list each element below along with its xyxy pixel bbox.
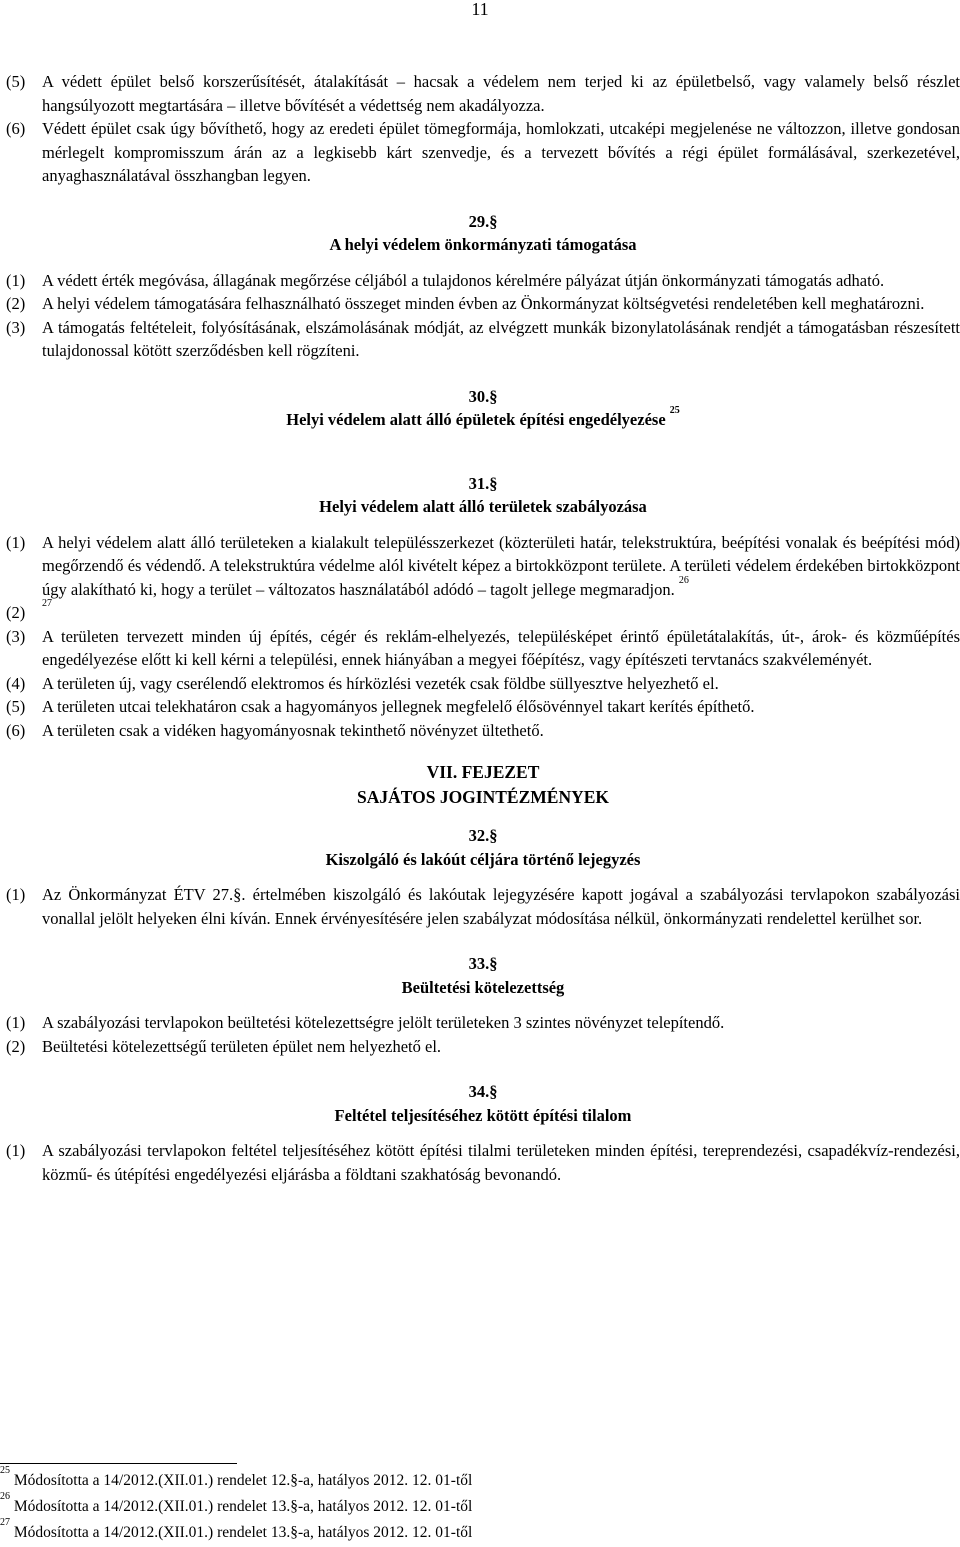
chapter-number: VII. FEJEZET — [426, 762, 540, 782]
footnote-ref[interactable]: 27 — [42, 598, 52, 609]
paragraph — [6, 269, 960, 293]
footnote — [0, 1491, 960, 1520]
paragraph-text: A helyi védelem támogatására felhasználható összeget minden évben az Önkormányzat költségvetési rendeletében kell meghatározni. — [42, 294, 925, 313]
footnote-text: Módosította a 14/2012.(XII.01.) rendelet 13.§-a, hatályos 2012. 12. 01-től — [13, 1524, 473, 1541]
paragraph-text: A támogatás feltételeit, folyósításának, elszámolásának módját, az elvégzett munkák bizonylatolásának rendjét a támogatásban részesített tulajdonossal kötött szerződésben kell rögzíteni. — [42, 317, 960, 360]
section-title: Beültetési kötelezettség — [401, 977, 565, 997]
paragraph — [6, 883, 960, 930]
paragraph — [6, 117, 960, 188]
section-number: 29.§ — [468, 211, 498, 231]
paragraph-number: (2) — [6, 1036, 26, 1056]
page-number: 11 — [471, 0, 489, 19]
paragraph — [6, 672, 960, 696]
paragraph-number: (5) — [6, 72, 26, 91]
section-number: 32.§ — [468, 826, 498, 845]
paragraph — [6, 292, 960, 316]
section-title: A helyi védelem önkormányzati támogatása — [329, 235, 637, 254]
paragraph-text: A szabályozási tervlapokon feltétel teljesítéséhez kötött építési tilalmi területeken minden építési, tereprendezési, csapadékvíz-rendezési, közmű- és útépítési engedélyezési eljárásba a földtani szakhatóság bevonandó. — [42, 1141, 960, 1184]
paragraph-text: Védett épület csak úgy bővíthető, hogy az eredeti épület tömegformája, homlokzati, utcaképi megjelenése ne változzon, illetve gondosan mérlegelt kompromisszum árán az a legkisebb kárt szenvedje, és a tervezett bővítés a régi épület formálásával, szerkezetével, anyaghasználatával összhangban legyen. — [42, 119, 960, 185]
paragraph-text: A területen új, vagy cserélendő elektromos és hírközlési vezeték csak földbe süllyesztve helyezhető el. — [42, 673, 719, 693]
paragraph-text: Az Önkormányzat ÉTV 27.§. értelmében kiszolgáló és lakóutak lejegyzésére kapott jogával a szabályozási tervlapokon szabályozási vonallal jelölt helyeken élni kíván. Ennek érvényesítésére jelen szabályzat módosítása nélkül, önkormányzati rendelettel kerülhet sor. — [42, 885, 960, 928]
section-title: Helyi védelem alatt álló területek szabályozása — [319, 497, 647, 516]
paragraph — [6, 531, 960, 602]
section-number: 30.§ — [468, 386, 498, 406]
paragraph-text: A védett épület belső korszerűsítését, átalakítását – hacsak a védelem nem terjed ki az épületbelső, vagy valamely belső részlet hangsúlyozott megtartására – illetve bővítését a védettség nem akadályozza. — [42, 72, 960, 115]
section-title-text: Helyi védelem alatt álló épületek építési engedélyezése — [286, 410, 666, 429]
section-title: Kiszolgáló és lakóút céljára történő lejegyzés — [325, 849, 641, 869]
footnote-text: Módosította a 14/2012.(XII.01.) rendelet 12.§-a, hatályos 2012. 12. 01-től — [13, 1472, 473, 1489]
paragraph — [6, 316, 960, 363]
paragraph-number: (6) — [6, 720, 26, 740]
chapter-title: SAJÁTOS JOGINTÉZMÉNYEK — [356, 787, 610, 807]
paragraph-number: (4) — [6, 673, 26, 693]
paragraph-number: (1) — [6, 270, 26, 290]
paragraph-number: (2) — [6, 294, 26, 313]
paragraph-text: Beültetési kötelezettségű területen épület nem helyezhető el. — [42, 1036, 442, 1056]
footnote-mark: 27 — [0, 1517, 10, 1528]
paragraph — [6, 1035, 960, 1059]
footnote — [0, 1517, 960, 1546]
paragraph-text: A területen utcai telekhatáron csak a hagyományos jellegnek megfelelő élősövénnyel takart kerítés építhető. — [42, 697, 755, 716]
paragraph — [6, 1011, 960, 1035]
paragraph — [6, 695, 960, 719]
section-number: 31.§ — [468, 473, 498, 493]
paragraph-number: (1) — [6, 532, 26, 552]
footnote-ref[interactable]: 26 — [678, 574, 689, 586]
paragraph-number: (1) — [6, 1013, 26, 1032]
paragraph-number: (3) — [6, 626, 26, 646]
section-number: 34.§ — [468, 1082, 498, 1101]
footnote-divider — [0, 1463, 237, 1464]
footnote — [0, 1465, 960, 1494]
paragraph — [6, 598, 960, 625]
paragraph-number: (1) — [6, 885, 26, 904]
paragraph — [6, 70, 960, 117]
section-number: 33.§ — [468, 954, 498, 973]
paragraph-text: A szabályozási tervlapokon beültetési kötelezettségre jelölt területeken 3 szintes növényzet telepítendő. — [42, 1013, 725, 1032]
paragraph-text: A területen csak a vidéken hagyományosnak tekinthető növényzet ültethető. — [42, 720, 544, 740]
paragraph — [6, 1139, 960, 1186]
paragraph-number: (6) — [6, 119, 26, 138]
footnote-ref[interactable]: 25 — [669, 405, 680, 416]
paragraph-body: A helyi védelem alatt álló területeken a kialakult településszerkezet (közterületi határ, telekstruktúra, beépítési vonalak és beépítési mód) megőrzendő és védendő. A telekstruktúra védelme alól kivételt képez a birtokközpont területe. A területi védelem érdekében birtokközpont úgy alakítható ki, hogy a terület – változatos használatából adódó – tagolt jellege megmaradjon. — [42, 532, 960, 599]
section-title — [6, 405, 960, 432]
paragraph — [6, 719, 960, 743]
footnotes — [0, 1463, 960, 1546]
footnote-mark: 26 — [0, 1491, 10, 1502]
paragraph-number: (5) — [6, 697, 26, 716]
paragraph-text: A védett érték megóvása, állagának megőrzése céljából a tulajdonos kérelmére pályázat útján önkormányzati támogatás adható. — [42, 270, 885, 290]
section-title: Feltétel teljesítéséhez kötött építési tilalom — [334, 1105, 632, 1125]
paragraph — [6, 625, 960, 672]
footnote-text: Módosította a 14/2012.(XII.01.) rendelet 13.§-a, hatályos 2012. 12. 01-től — [13, 1498, 473, 1515]
paragraph-text: A területen tervezett minden új építés, cégér és reklám-elhelyezés, településképet érintő épületátalakítás, út-, árok- és közműépítés engedélyezése előtt ki kell kérni a települési, ennek hiányában a megyei főépítész, vagy építészeti tervtanács szakvéleményét. — [42, 626, 960, 669]
paragraph-text — [42, 531, 960, 602]
paragraph-number: (1) — [6, 1141, 26, 1160]
paragraph-number: (3) — [6, 317, 26, 337]
paragraph-number: (2) — [6, 603, 26, 622]
footnote-mark: 25 — [0, 1465, 10, 1476]
paragraph-text — [42, 598, 960, 625]
document-body — [6, 70, 960, 1186]
